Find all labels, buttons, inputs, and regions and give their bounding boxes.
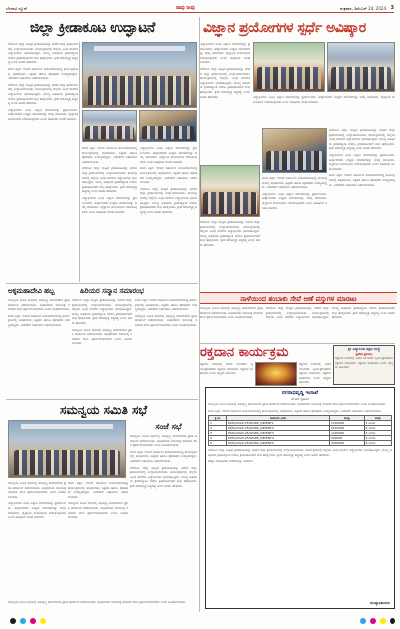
article-text: ಶಾಲಾ ಶಿಕ್ಷಣ ಇಲಾಖೆ ವತಿಯಿಂದ ಆಯೋಜಿಸಲಾಗಿದ್ದ ಕಾರ್ಯಕ್ರಮದಲ್ಲಿ ಅಧಿಕಾರಿಗಳು, ಶಿಕ್ಷಕರು ಹಾಗೂ ಪೋಷಕರು ಉಪಸ್ಥಿತರಿದ್ದರು. ವಿಜೇತರಿಗೆ ಬಹುಮಾನ ವಿತರಿಸಲಾಯಿತು. xyxy=(262,176,327,190)
article-col-8 xyxy=(200,220,260,288)
headline-sanje: ಸಂಜೆ ಸಭೆ xyxy=(155,421,182,431)
article-text: ಬೆಳಗಾವಿ: ಜಿಲ್ಲಾ ಮಟ್ಟದ ಕ್ರೀಡಾಕೂಟವನ್ನು ನಗರದ ಜಿಲ್ಲಾ ಕ್ರೀಡಾಂಗಣದಲ್ಲಿ ಉದ್ಘಾಟಿಸಲಾಯಿತು. ಕಾರ್ಯಕ್ರಮದಲ್ಲಿ ಜಿಲ್ಲೆಯ ವಿವಿಧ ಶಾಲೆಗಳ ವಿದ್ಯಾರ್ಥಿಗಳು ಭಾಗವಹಿಸಿದ್ದರು. ಮುಖ್ಯ ಅತಿಥಿಗಳು ಕ್ರೀಡಾಜ್ಯೋತಿ ಬೆಳಗಿಸಿ ಕ್ರೀಡಾಪಟುಗಳಿಗೆ ಶುಭ ಹಾರೈಸಿದರು. ಕ್ರೀಡೆ ಆರೋಗ್ಯಕ್ಕೆ ಅತ್ಯಗತ್ಯ ಎಂದು ಅವರು ಹೇಳಿದರು. xyxy=(8,42,78,65)
tender-table xyxy=(208,415,392,446)
article-col-13 xyxy=(8,481,66,599)
headline-tobacco-ban: ನಾಳೆಯಿಂದ ತಂಬಾಕು ಸೇವೆ ಅಣೆ ವಸ್ತುಗಳ ಮಾರಾಟ xyxy=(200,292,397,304)
article-text: ಬೆಳಗಾವಿ: ಜಿಲ್ಲಾ ಮಟ್ಟದ ಕ್ರೀಡಾಕೂಟವನ್ನು ನಗರದ ಜಿಲ್ಲಾ ಕ್ರೀಡಾಂಗಣದಲ್ಲಿ ಉದ್ಘಾಟಿಸಲಾಯಿತು. ಕಾರ್ಯಕ್ರಮದಲ್ಲಿ ಜಿಲ್ಲೆಯ ವಿವಿಧ ಶಾಲೆಗಳ ವಿದ್ಯಾರ್ಥಿಗಳು ಭಾಗವಹಿಸಿದ್ದರು. ಮುಖ್ಯ ಅತಿಥಿಗಳು ಕ್ರೀಡಾಜ್ಯೋತಿ ಬೆಳಗಿಸಿ ಕ್ರೀಡಾಪಟುಗಳಿಗೆ ಶುಭ ಹಾರೈಸಿದರು. ಕ್ರೀಡೆ ಆರೋಗ್ಯಕ್ಕೆ ಅತ್ಯಗತ್ಯ ಎಂದು ಅವರು ಹೇಳಿದರು. xyxy=(140,186,197,214)
headline-akkamahadevi: ಅಕ್ಕಮಹಾದೇವಿ ಹಬ್ಬ xyxy=(8,286,55,295)
table-cell: 5 xyxy=(209,441,227,446)
article-text: ಸಮನ್ವಯ ಸಮಿತಿ ಸಭೆಯಲ್ಲಿ ಅಭಿವೃದ್ಧಿ ಕಾಮಗಾರಿಗಳ ಪ್ರಗತಿ ಪರಿಶೀಲನೆ ನಡೆಸಲಾಯಿತು. ಅಧಿಕಾರಿಗಳು ಸಮಯಕ್ಕೆ ಸರಿಯಾಗಿ ಕೆಲಸ ಪೂರ್ಣಗೊಳಿಸಬೇಕು ಎಂದು ಸೂಚಿಸಲಾಯಿತು. xyxy=(130,434,197,448)
article-text: ವಿದ್ಯಾರ್ಥಿಗಳು ವಿವಿಧ ವಿಜ್ಞಾನ ಮಾದರಿಗಳನ್ನು ಪ್ರದರ್ಶಿಸಿದರು. ತೀರ್ಪುಗಾರರು ಉತ್ತಮ ಮಾದರಿಗಳನ್ನು ಆಯ್ಕೆ ಮಾಡಿದರು. ವೈಜ್ಞಾನಿಕ ಮನೋಭಾವ ಬೆಳೆಸಿಕೊಳ್ಳಬೇಕು ಎಂದು ಅತಿಥಿಗಳು ಸಲಹೆ ನೀಡಿದರು. xyxy=(262,191,327,210)
registration-mark xyxy=(380,618,386,624)
article-col-2 xyxy=(82,146,137,282)
article-text: ಶಾಲಾ ಶಿಕ್ಷಣ ಇಲಾಖೆ ವತಿಯಿಂದ ಆಯೋಜಿಸಲಾಗಿದ್ದ ಕಾರ್ಯಕ್ರಮದಲ್ಲಿ ಅಧಿಕಾರಿಗಳು, ಶಿಕ್ಷಕರು ಹಾಗೂ ಪೋಷಕರು ಉಪಸ್ಥಿತರಿದ್ದರು. ವಿಜೇತರಿಗೆ ಬಹುಮಾನ ವಿತರಿಸಲಾಯಿತು. xyxy=(130,449,197,463)
article-text: ಶಾಲಾ ಶಿಕ್ಷಣ ಇಲಾಖೆ ವತಿಯಿಂದ ಆಯೋಜಿಸಲಾಗಿದ್ದ ಕಾರ್ಯಕ್ರಮದಲ್ಲಿ ಅಧಿಕಾರಿಗಳು, ಶಿಕ್ಷಕರು ಹಾಗೂ ಪೋಷಕರು ಉಪಸ್ಥಿತರಿದ್ದರು. ವಿಜೇತರಿಗೆ ಬಹುಮಾನ ವಿತರಿಸಲಾಯಿತು. xyxy=(208,408,382,413)
column-divider xyxy=(79,42,80,282)
photo-science-3 xyxy=(200,165,260,217)
article-text: ಬೆಳಗಾವಿ: ಜಿಲ್ಲಾ ಮಟ್ಟದ ಕ್ರೀಡಾಕೂಟವನ್ನು ನಗರದ ಜಿಲ್ಲಾ ಕ್ರೀಡಾಂಗಣದಲ್ಲಿ ಉದ್ಘಾಟಿಸಲಾಯಿತು. ಕಾರ್ಯಕ್ರಮದಲ್ಲಿ ಜಿಲ್ಲೆಯ ವಿವಿಧ ಶಾಲೆಗಳ ವಿದ್ಯಾರ್ಥಿಗಳು ಭಾಗವಹಿಸಿದ್ದರು. ಮುಖ್ಯ ಅತಿಥಿಗಳು ಕ್ರೀಡಾಜ್ಯೋತಿ ಬೆಳಗಿಸಿ ಕ್ರೀಡಾಪಟುಗಳಿಗೆ ಶುಭ ಹಾರೈಸಿದರು. ಕ್ರೀಡೆ ಆರೋಗ್ಯಕ್ಕೆ ಅತ್ಯಗತ್ಯ ಎಂದು ಅವರು ಹೇಳಿದರು. xyxy=(130,465,197,488)
table-cell: 3 ತಿಂಗಳು xyxy=(364,421,391,426)
article-text: ಬೆಳಗಾವಿ: ಜಿಲ್ಲಾ ಮಟ್ಟದ ಕ್ರೀಡಾಕೂಟವನ್ನು ನಗರದ ಜಿಲ್ಲಾ ಕ್ರೀಡಾಂಗಣದಲ್ಲಿ ಉದ್ಘಾಟಿಸಲಾಯಿತು. ಕಾರ್ಯಕ್ರಮದಲ್ಲಿ ಜಿಲ್ಲೆಯ ವಿವಿಧ ಶಾಲೆಗಳ ವಿದ್ಯಾರ್ಥಿಗಳು ಭಾಗವಹಿಸಿದ್ದರು. ಮುಖ್ಯ ಅತಿಥಿಗಳು ಕ್ರೀಡಾಜ್ಯೋತಿ ಬೆಳಗಿಸಿ ಕ್ರೀಡಾಪಟುಗಳಿಗೆ ಶುಭ ಹಾರೈಸಿದರು. ಕ್ರೀಡೆ ಆರೋಗ್ಯಕ್ಕೆ ಅತ್ಯಗತ್ಯ ಎಂದು ಅವರು ಹೇಳಿದರು. xyxy=(200,66,250,99)
headline-samanvaya: ಸಮನ್ವಯ ಸಮಿತಿ ಸಭೆ xyxy=(60,403,148,417)
table-cell: 4 xyxy=(209,436,227,441)
page-number: 3 xyxy=(390,5,394,11)
table-cell: DMA/2024-25/WORK_INDENT4 xyxy=(227,436,330,441)
article-text: ವಿದ್ಯಾರ್ಥಿಗಳು ವಿವಿಧ ವಿಜ್ಞಾನ ಮಾದರಿಗಳನ್ನು ಪ್ರದರ್ಶಿಸಿದರು. ತೀರ್ಪುಗಾರರು ಉತ್ತಮ ಮಾದರಿಗಳನ್ನು ಆಯ್ಕೆ ಮಾಡಿದರು. ವೈಜ್ಞಾನಿಕ ಮನೋಭಾವ ಬೆಳೆಸಿಕೊಳ್ಳಬೇಕು ಎಂದು ಅತಿಥಿಗಳು ಸಲಹೆ ನೀಡಿದರು. xyxy=(82,195,137,214)
notice-title: ನಗರಾಭಿವೃದ್ಧಿ ಇಲಾಖೆ xyxy=(281,390,319,396)
article-col-12 xyxy=(130,434,197,584)
section-divider xyxy=(6,399,198,400)
article-text: ಸಮನ್ವಯ ಸಮಿತಿ ಸಭೆಯಲ್ಲಿ ಅಭಿವೃದ್ಧಿ ಕಾಮಗಾರಿಗಳ ಪ್ರಗತಿ ಪರಿಶೀಲನೆ ನಡೆಸಲಾಯಿತು. ಅಧಿಕಾರಿಗಳು ಸಮಯಕ್ಕೆ ಸರಿಯಾಗಿ ಕೆಲಸ ಪೂರ್ಣಗೊಳಿಸಬೇಕು ಎಂದು ಸೂಚಿಸಲಾಯಿತು. xyxy=(68,501,128,520)
table-cell: 2 ತಿಂಗಳು xyxy=(364,436,391,441)
article-col-11 xyxy=(135,298,197,398)
table-cell: DMA/2024-25/WORK_INDENT1 xyxy=(227,421,330,426)
table-header: ಕಾಮಗಾರಿ ವಿವರ xyxy=(227,416,330,421)
article-text: ಬೆಳಗಾವಿ: ಜಿಲ್ಲಾ ಮಟ್ಟದ ಕ್ರೀಡಾಕೂಟವನ್ನು ನಗರದ ಜಿಲ್ಲಾ ಕ್ರೀಡಾಂಗಣದಲ್ಲಿ ಉದ್ಘಾಟಿಸಲಾಯಿತು. ಕಾರ್ಯಕ್ರಮದಲ್ಲಿ ಜಿಲ್ಲೆಯ ವಿವಿಧ ಶಾಲೆಗಳ ವಿದ್ಯಾರ್ಥಿಗಳು ಭಾಗವಹಿಸಿದ್ದರು. ಮುಖ್ಯ ಅತಿಥಿಗಳು ಕ್ರೀಡಾಜ್ಯೋತಿ ಬೆಳಗಿಸಿ ಕ್ರೀಡಾಪಟುಗಳಿಗೆ ಶುಭ ಹಾರೈಸಿದರು. ಕ್ರೀಡೆ ಆರೋಗ್ಯಕ್ಕೆ ಅತ್ಯಗತ್ಯ ಎಂದು ಅವರು ಹೇಳಿದರು. xyxy=(200,220,260,247)
article-text: ಶಾಲಾ ಶಿಕ್ಷಣ ಇಲಾಖೆ ವತಿಯಿಂದ ಆಯೋಜಿಸಲಾಗಿದ್ದ ಕಾರ್ಯಕ್ರಮದಲ್ಲಿ ಅಧಿಕಾರಿಗಳು, ಶಿಕ್ಷಕರು ಹಾಗೂ ಪೋಷಕರು ಉಪಸ್ಥಿತರಿದ್ದರು. ವಿಜೇತರಿಗೆ ಬಹುಮಾನ ವಿತರಿಸಲಾಯಿತು. xyxy=(82,146,137,164)
table-cell: DMA/2024-25/WORK_INDENT3 xyxy=(227,431,330,436)
ad-title: ಶ್ರೀ ವಿದ್ಯಾಲಯ ಶಿಕ್ಷಣ ಸಂಸ್ಥೆ xyxy=(348,347,380,351)
school-ad xyxy=(333,345,395,385)
masthead xyxy=(6,4,394,13)
table-header: ಕ್ರ.ಸಂ xyxy=(209,416,227,421)
article-col-17 xyxy=(299,362,331,386)
article-tobacco xyxy=(200,306,395,343)
article-text: ವಿದ್ಯಾರ್ಥಿಗಳು ವಿವಿಧ ವಿಜ್ಞಾನ ಮಾದರಿಗಳನ್ನು ಪ್ರದರ್ಶಿಸಿದರು. ತೀರ್ಪುಗಾರರು ಉತ್ತಮ ಮಾದರಿಗಳನ್ನು ಆಯ್ಕೆ ಮಾಡಿದರು. ವೈಜ್ಞಾನಿಕ ಮನೋಭಾವ ಬೆಳೆಸಿಕೊಳ್ಳಬೇಕು ಎಂದು ಅತಿಥಿಗಳು ಸಲಹೆ ನೀಡಿದರು. xyxy=(200,42,250,65)
notice-subtitle: ಟೆಂಡರ್ ಪ್ರಕಟಣೆ xyxy=(291,397,309,401)
article-text: ಸಮನ್ವಯ ಸಮಿತಿ ಸಭೆಯಲ್ಲಿ ಅಭಿವೃದ್ಧಿ ಕಾಮಗಾರಿಗಳ ಪ್ರಗತಿ ಪರಿಶೀಲನೆ ನಡೆಸಲಾಯಿತು. ಅಧಿಕಾರಿಗಳು ಸಮಯಕ್ಕೆ ಸರಿಯಾಗಿ ಕೆಲಸ ಪೂರ್ಣಗೊಳಿಸಬೇಕು ಎಂದು ಸೂಚಿಸಲಾಯಿತು. xyxy=(200,306,263,320)
article-text: ಶಾಲಾ ಶಿಕ್ಷಣ ಇಲಾಖೆ ವತಿಯಿಂದ ಆಯೋಜಿಸಲಾಗಿದ್ದ ಕಾರ್ಯಕ್ರಮದಲ್ಲಿ ಅಧಿಕಾರಿಗಳು, ಶಿಕ್ಷಕರು ಹಾಗೂ ಪೋಷಕರು ಉಪಸ್ಥಿತರಿದ್ದರು. ವಿಜೇತರಿಗೆ ಬಹುಮಾನ ವಿತರಿಸಲಾಯಿತು. xyxy=(8,313,70,327)
ad-line: ಪ್ರವೇಶ ಪ್ರಾರಂಭ xyxy=(355,351,373,356)
article-col-16 xyxy=(200,362,253,386)
registration-mark xyxy=(360,618,366,624)
registration-mark xyxy=(40,618,46,624)
photo-sports-3 xyxy=(139,110,197,142)
table-cell: 6 ತಿಂಗಳು xyxy=(364,426,391,431)
headline-blood-donation: ರಕ್ತದಾನ ಕಾರ್ಯಕ್ರಮ xyxy=(200,345,289,360)
article-text: ವಿದ್ಯಾರ್ಥಿಗಳು ವಿವಿಧ ವಿಜ್ಞಾನ ಮಾದರಿಗಳನ್ನು ಪ್ರದರ್ಶಿಸಿದರು. ತೀರ್ಪುಗಾರರು ಉತ್ತಮ ಮಾದರಿಗಳನ್ನು ಆಯ್ಕೆ ಮಾಡಿದರು. ವೈಜ್ಞಾನಿಕ ಮನೋಭಾವ ಬೆಳೆಸಿಕೊಳ್ಳಬೇಕು ಎಂದು ಅತಿಥಿಗಳು ಸಲಹೆ ನೀಡಿದರು. xyxy=(8,107,78,121)
article-text: ಸಮನ್ವಯ ಸಮಿತಿ ಸಭೆಯಲ್ಲಿ ಅಭಿವೃದ್ಧಿ ಕಾಮಗಾರಿಗಳ ಪ್ರಗತಿ ಪರಿಶೀಲನೆ ನಡೆಸಲಾಯಿತು. ಅಧಿಕಾರಿಗಳು ಸಮಯಕ್ಕೆ ಸರಿಯಾಗಿ ಕೆಲಸ ಪೂರ್ಣಗೊಳಿಸಬೇಕು ಎಂದು ಸೂಚಿಸಲಾಯಿತು. xyxy=(8,481,66,499)
photo-deity xyxy=(255,362,297,386)
article-text: ಶಾಲಾ ಶಿಕ್ಷಣ ಇಲಾಖೆ ವತಿಯಿಂದ ಆಯೋಜಿಸಲಾಗಿದ್ದ ಕಾರ್ಯಕ್ರಮದಲ್ಲಿ ಅಧಿಕಾರಿಗಳು, ಶಿಕ್ಷಕರು ಹಾಗೂ ಪೋಷಕರು ಉಪಸ್ಥಿತರಿದ್ದರು. ವಿಜೇತರಿಗೆ ಬಹುಮಾನ ವಿತರಿಸಲಾಯಿತು. xyxy=(140,166,197,185)
article-col-15 xyxy=(8,600,198,612)
masthead-date: ಶುಕ್ರವಾರ, ಡಿಸೆಂಬರ್ 24, 2024 xyxy=(340,6,386,11)
headline-honour: ಹಿರಿಯರ ಸನ್ಮಾನ ಸಮಾರಂಭ xyxy=(80,286,144,295)
notice-signature: ಮುಖ್ಯಾಧಿಕಾರಿಗಳು xyxy=(370,601,390,605)
article-text: ಬೆಳಗಾವಿ: ಜಿಲ್ಲಾ ಮಟ್ಟದ ಕ್ರೀಡಾಕೂಟವನ್ನು ನಗರದ ಜಿಲ್ಲಾ ಕ್ರೀಡಾಂಗಣದಲ್ಲಿ ಉದ್ಘಾಟಿಸಲಾಯಿತು. ಕಾರ್ಯಕ್ರಮದಲ್ಲಿ ಜಿಲ್ಲೆಯ ವಿವಿಧ ಶಾಲೆಗಳ ವಿದ್ಯಾರ್ಥಿಗಳು ಭಾಗವಹಿಸಿದ್ದರು. ಮುಖ್ಯ ಅತಿಥಿಗಳು ಕ್ರೀಡಾಜ್ಯೋತಿ ಬೆಳಗಿಸಿ ಕ್ರೀಡಾಪಟುಗಳಿಗೆ ಶುಭ ಹಾರೈಸಿದರು. ಕ್ರೀಡೆ ಆರೋಗ್ಯಕ್ಕೆ ಅತ್ಯಗತ್ಯ ಎಂದು ಅವರು ಹೇಳಿದರು. xyxy=(82,166,137,194)
table-cell: 2500000 xyxy=(329,426,364,431)
section-divider xyxy=(200,343,395,344)
tender-notice xyxy=(205,387,395,609)
article-text: ರಕ್ತದಾನ ಶಿಬಿರದಲ್ಲಿ ಅನೇಕ ಯುವಕರು ಸ್ವಯಂಪ್ರೇರಿತರಾಗಿ ರಕ್ತದಾನ ಮಾಡಿದರು. ರಕ್ತದಾನ ಮಹಾದಾನ ಎಂದು ವೈದ್ಯರು ತಿಳಿಸಿದರು. xyxy=(200,362,253,376)
article-text: ಬೆಳಗಾವಿ: ಜಿಲ್ಲಾ ಮಟ್ಟದ ಕ್ರೀಡಾಕೂಟವನ್ನು ನಗರದ ಜಿಲ್ಲಾ ಕ್ರೀಡಾಂಗಣದಲ್ಲಿ ಉದ್ಘಾಟಿಸಲಾಯಿತು. ಕಾರ್ಯಕ್ರಮದಲ್ಲಿ ಜಿಲ್ಲೆಯ ವಿವಿಧ ಶಾಲೆಗಳ ವಿದ್ಯಾರ್ಥಿಗಳು ಭಾಗವಹಿಸಿದ್ದರು. ಮುಖ್ಯ ಅತಿಥಿಗಳು ಕ್ರೀಡಾಜ್ಯೋತಿ ಬೆಳಗಿಸಿ ಕ್ರೀಡಾಪಟುಗಳಿಗೆ ಶುಭ ಹಾರೈಸಿದರು. ಕ್ರೀಡೆ ಆರೋಗ್ಯಕ್ಕೆ ಅತ್ಯಗತ್ಯ ಎಂದು ಅವರು ಹೇಳಿದರು. xyxy=(72,298,132,325)
headline-sports: ಜಿಲ್ಲಾ ಕ್ರೀಡಾಕೂಟ ಉದ್ಘಾಟನೆ xyxy=(30,20,155,36)
article-text: ಬೆಳಗಾವಿ: ಜಿಲ್ಲಾ ಮಟ್ಟದ ಕ್ರೀಡಾಕೂಟವನ್ನು ನಗರದ ಜಿಲ್ಲಾ ಕ್ರೀಡಾಂಗಣದಲ್ಲಿ ಉದ್ಘಾಟಿಸಲಾಯಿತು. ಕಾರ್ಯಕ್ರಮದಲ್ಲಿ ಜಿಲ್ಲೆಯ ವಿವಿಧ ಶಾಲೆಗಳ ವಿದ್ಯಾರ್ಥಿಗಳು ಭಾಗವಹಿಸಿದ್ದರು. ಮುಖ್ಯ ಅತಿಥಿಗಳು ಕ್ರೀಡಾಜ್ಯೋತಿ ಬೆಳಗಿಸಿ ಕ್ರೀಡಾಪಟುಗಳಿಗೆ ಶುಭ ಹಾರೈಸಿದರು. ಕ್ರೀಡೆ ಆರೋಗ್ಯಕ್ಕೆ ಅತ್ಯಗತ್ಯ ಎಂದು ಅವರು ಹೇಳಿದರು. xyxy=(329,128,395,151)
section-divider xyxy=(6,283,198,284)
article-text: ಶಾಲಾ ಶಿಕ್ಷಣ ಇಲಾಖೆ ವತಿಯಿಂದ ಆಯೋಜಿಸಲಾಗಿದ್ದ ಕಾರ್ಯಕ್ರಮದಲ್ಲಿ ಅಧಿಕಾರಿಗಳು, ಶಿಕ್ಷಕರು ಹಾಗೂ ಪೋಷಕರು ಉಪಸ್ಥಿತರಿದ್ದರು. ವಿಜೇತರಿಗೆ ಬಹುಮಾನ ವಿತರಿಸಲಾಯಿತು. xyxy=(135,298,197,312)
table-header: ಮೊತ್ತ xyxy=(329,416,364,421)
table-cell: DMA/2024-25/WORK_INDENT5 xyxy=(227,441,330,446)
photo-science-1 xyxy=(253,42,325,92)
article-text: ವಿದ್ಯಾರ್ಥಿಗಳು ವಿವಿಧ ವಿಜ್ಞಾನ ಮಾದರಿಗಳನ್ನು ಪ್ರದರ್ಶಿಸಿದರು. ತೀರ್ಪುಗಾರರು ಉತ್ತಮ ಮಾದರಿಗಳನ್ನು ಆಯ್ಕೆ ಮಾಡಿದರು. ವೈಜ್ಞಾನಿಕ ಮನೋಭಾವ ಬೆಳೆಸಿಕೊಳ್ಳಬೇಕು ಎಂದು ಅತಿಥಿಗಳು ಸಲಹೆ ನೀಡಿದರು. xyxy=(8,501,66,520)
table-cell: 1200000 xyxy=(329,431,364,436)
notice-intro xyxy=(208,402,392,413)
article-text: ರಕ್ತದಾನ ಶಿಬಿರದಲ್ಲಿ ಅನೇಕ ಯುವಕರು ಸ್ವಯಂಪ್ರೇರಿತರಾಗಿ ರಕ್ತದಾನ ಮಾಡಿದರು. ರಕ್ತದಾನ ಮಹಾದಾನ ಎಂದು ವೈದ್ಯರು ತಿಳಿಸಿದರು. xyxy=(299,362,331,385)
article-text: ಬೆಳಗಾವಿ: ಜಿಲ್ಲಾ ಮಟ್ಟದ ಕ್ರೀಡಾಕೂಟವನ್ನು ನಗರದ ಜಿಲ್ಲಾ ಕ್ರೀಡಾಂಗಣದಲ್ಲಿ ಉದ್ಘಾಟಿಸಲಾಯಿತು. ಕಾರ್ಯಕ್ರಮದಲ್ಲಿ ಜಿಲ್ಲೆಯ ವಿವಿಧ ಶಾಲೆಗಳ ವಿದ್ಯಾರ್ಥಿಗಳು ಭಾಗವಹಿಸಿದ್ದರು. ಮುಖ್ಯ ಅತಿಥಿಗಳು ಕ್ರೀಡಾಜ್ಯೋತಿ ಬೆಳಗಿಸಿ ಕ್ರೀಡಾಪಟುಗಳಿಗೆ ಶುಭ ಹಾರೈಸಿದರು. ಕ್ರೀಡೆ ಆರೋಗ್ಯಕ್ಕೆ ಅತ್ಯಗತ್ಯ ಎಂದು ಅವರು ಹೇಳಿದರು. xyxy=(8,82,78,106)
article-text: ಶಾಲಾ ಶಿಕ್ಷಣ ಇಲಾಖೆ ವತಿಯಿಂದ ಆಯೋಜಿಸಲಾಗಿದ್ದ ಕಾರ್ಯಕ್ರಮದಲ್ಲಿ ಅಧಿಕಾರಿಗಳು, ಶಿಕ್ಷಕರು ಹಾಗೂ ಪೋಷಕರು ಉಪಸ್ಥಿತರಿದ್ದರು. ವಿಜೇತರಿಗೆ ಬಹುಮಾನ ವಿತರಿಸಲಾಯಿತು. xyxy=(8,66,78,81)
article-col-7 xyxy=(262,176,327,288)
registration-mark xyxy=(390,618,395,624)
article-col-5 xyxy=(253,95,395,125)
article-text: ಶಾಲಾ ಶಿಕ್ಷಣ ಇಲಾಖೆ ವತಿಯಿಂದ ಆಯೋಜಿಸಲಾಗಿದ್ದ ಕಾರ್ಯಕ್ರಮದಲ್ಲಿ ಅಧಿಕಾರಿಗಳು, ಶಿಕ್ಷಕರು ಹಾಗೂ ಪೋಷಕರು ಉಪಸ್ಥಿತರಿದ್ದರು. ವಿಜೇತರಿಗೆ ಬಹುಮಾನ ವಿತರಿಸಲಾಯಿತು. xyxy=(329,173,395,187)
article-text: ಬೆಳಗಾವಿ: ಜಿಲ್ಲಾ ಮಟ್ಟದ ಕ್ರೀಡಾಕೂಟವನ್ನು ನಗರದ ಜಿಲ್ಲಾ ಕ್ರೀಡಾಂಗಣದಲ್ಲಿ ಉದ್ಘಾಟಿಸಲಾಯಿತು. ಕಾರ್ಯಕ್ರಮದಲ್ಲಿ ಜಿಲ್ಲೆಯ ವಿವಿಧ ಶಾಲೆಗಳ ವಿದ್ಯಾರ್ಥಿಗಳು ಭಾಗವಹಿಸಿದ್ದರು. ಮುಖ್ಯ ಅತಿಥಿಗಳು ಕ್ರೀಡಾಜ್ಯೋತಿ ಬೆಳಗಿಸಿ ಕ್ರೀಡಾಪಟುಗಳಿಗೆ ಶುಭ ಹಾರೈಸಿದರು. ಕ್ರೀಡೆ ಆರೋಗ್ಯಕ್ಕೆ ಅತ್ಯಗತ್ಯ ಎಂದು ಅವರು ಹೇಳಿದರು. xyxy=(266,306,395,320)
ad-text: ರಕ್ತದಾನ ಶಿಬಿರದಲ್ಲಿ ಅನೇಕ ಯುವಕರು ಸ್ವಯಂಪ್ರೇರಿತರಾಗಿ ರಕ್ತದಾನ ಮಾಡಿದರು. ರಕ್ತದಾನ ಮಹಾದಾನ ಎಂದು ವೈದ್ಯರು ತಿಳಿಸಿದರು. xyxy=(335,356,393,370)
article-text: ಸಮನ್ವಯ ಸಮಿತಿ ಸಭೆಯಲ್ಲಿ ಅಭಿವೃದ್ಧಿ ಕಾಮಗಾರಿಗಳ ಪ್ರಗತಿ ಪರಿಶೀಲನೆ ನಡೆಸಲಾಯಿತು. ಅಧಿಕಾರಿಗಳು ಸಮಯಕ್ಕೆ ಸರಿಯಾಗಿ ಕೆಲಸ ಪೂರ್ಣಗೊಳಿಸಬೇಕು ಎಂದು ಸೂಚಿಸಲಾಯಿತು. xyxy=(8,298,70,312)
article-col-3 xyxy=(140,146,197,282)
photo-science-4 xyxy=(262,128,327,173)
photo-sports-2 xyxy=(82,110,137,142)
registration-mark xyxy=(20,618,26,624)
article-text: ವಿದ್ಯಾರ್ಥಿಗಳು ವಿವಿಧ ವಿಜ್ಞಾನ ಮಾದರಿಗಳನ್ನು ಪ್ರದರ್ಶಿಸಿದರು. ತೀರ್ಪುಗಾರರು ಉತ್ತಮ ಮಾದರಿಗಳನ್ನು ಆಯ್ಕೆ ಮಾಡಿದರು. ವೈಜ್ಞಾನಿಕ ಮನೋಭಾವ ಬೆಳೆಸಿಕೊಳ್ಳಬೇಕು ಎಂದು ಅತಿಥಿಗಳು ಸಲಹೆ ನೀಡಿದರು. xyxy=(329,152,395,171)
article-text: ವಿದ್ಯಾರ್ಥಿಗಳು ವಿವಿಧ ವಿಜ್ಞಾನ ಮಾದರಿಗಳನ್ನು ಪ್ರದರ್ಶಿಸಿದರು. ತೀರ್ಪುಗಾರರು ಉತ್ತಮ ಮಾದರಿಗಳನ್ನು ಆಯ್ಕೆ ಮಾಡಿದರು. ವೈಜ್ಞಾನಿಕ ಮನೋಭಾವ ಬೆಳೆಸಿಕೊಳ್ಳಬೇಕು ಎಂದು ಅತಿಥಿಗಳು ಸಲಹೆ ನೀಡಿದರು. xyxy=(253,95,395,104)
table-cell: 1500000 xyxy=(329,421,364,426)
photo-meeting xyxy=(8,420,126,478)
table-row xyxy=(209,441,392,446)
table-cell: 2 xyxy=(209,426,227,431)
table-cell: 900000 xyxy=(329,436,364,441)
article-col-10 xyxy=(72,298,132,398)
article-col-1 xyxy=(8,42,78,282)
article-text: ವಿದ್ಯಾರ್ಥಿಗಳು ವಿವಿಧ ವಿಜ್ಞಾನ ಮಾದರಿಗಳನ್ನು ಪ್ರದರ್ಶಿಸಿದರು. ತೀರ್ಪುಗಾರರು ಉತ್ತಮ ಮಾದರಿಗಳನ್ನು ಆಯ್ಕೆ ಮಾಡಿದರು. ವೈಜ್ಞಾನಿಕ ಮನೋಭಾವ ಬೆಳೆಸಿಕೊಳ್ಳಬೇಕು ಎಂದು ಅತಿಥಿಗಳು ಸಲಹೆ ನೀಡಿದರು. xyxy=(140,146,197,164)
article-col-14 xyxy=(68,481,128,599)
article-col-6 xyxy=(329,128,395,288)
article-col-9 xyxy=(8,298,70,398)
table-header: ಅವಧಿ xyxy=(364,416,391,421)
article-col-4 xyxy=(200,42,250,162)
registration-mark xyxy=(30,618,36,624)
table-cell: 3 ತಿಂಗಳು xyxy=(364,431,391,436)
print-registration-strip xyxy=(0,614,400,629)
article-text: ಸಮನ್ವಯ ಸಮಿತಿ ಸಭೆಯಲ್ಲಿ ಅಭಿವೃದ್ಧಿ ಕಾಮಗಾರಿಗಳ ಪ್ರಗತಿ ಪರಿಶೀಲನೆ ನಡೆಸಲಾಯಿತು. ಅಧಿಕಾರಿಗಳು ಸಮಯಕ್ಕೆ ಸರಿಯಾಗಿ ಕೆಲಸ ಪೂರ್ಣಗೊಳಿಸಬೇಕು ಎಂದು ಸೂಚಿಸಲಾಯಿತು. xyxy=(208,402,386,406)
photo-science-2 xyxy=(327,42,395,92)
table-cell: 6 ತಿಂಗಳು xyxy=(364,441,391,446)
table-cell: 1 xyxy=(209,421,227,426)
notice-body xyxy=(208,448,392,464)
masthead-left: ಬೆಳಗಾವಿ ನ್ಯೂಸ್ xyxy=(6,6,28,11)
registration-mark xyxy=(10,618,16,624)
article-text: ಬೆಳಗಾವಿ: ಜಿಲ್ಲಾ ಮಟ್ಟದ ಕ್ರೀಡಾಕೂಟವನ್ನು ನಗರದ ಜಿಲ್ಲಾ ಕ್ರೀಡಾಂಗಣದಲ್ಲಿ ಉದ್ಘಾಟಿಸಲಾಯಿತು. ಕಾರ್ಯಕ್ರಮದಲ್ಲಿ ಜಿಲ್ಲೆಯ ವಿವಿಧ ಶಾಲೆಗಳ ವಿದ್ಯಾರ್ಥಿಗಳು ಭಾಗವಹಿಸಿದ್ದರು. ಮುಖ್ಯ ಅತಿಥಿಗಳು ಕ್ರೀಡಾಜ್ಯೋತಿ ಬೆಳಗಿಸಿ ಕ್ರೀಡಾಪಟುಗಳಿಗೆ ಶುಭ ಹಾರೈಸಿದರು. ಕ್ರೀಡೆ ಆರೋಗ್ಯಕ್ಕೆ ಅತ್ಯಗತ್ಯ ಎಂದು ಅವರು ಹೇಳಿದರು. xyxy=(208,448,392,457)
article-text: ಹೆಚ್ಚಿನ ಮಾಹಿತಿಗಾಗಿ ಕಚೇರಿಯನ್ನು ಸಂಪರ್ಕಿಸಿ xyxy=(208,459,254,464)
table-cell: 3 xyxy=(209,431,227,436)
article-text: ಸಮನ್ವಯ ಸಮಿತಿ ಸಭೆಯಲ್ಲಿ ಅಭಿವೃದ್ಧಿ ಕಾಮಗಾರಿಗಳ ಪ್ರಗತಿ ಪರಿಶೀಲನೆ ನಡೆಸಲಾಯಿತು. ಅಧಿಕಾರಿಗಳು ಸಮಯಕ್ಕೆ ಸರಿಯಾಗಿ ಕೆಲಸ ಪೂರ್ಣಗೊಳಿಸಬೇಕು ಎಂದು ಸೂಚಿಸಲಾಯಿತು. xyxy=(72,327,132,346)
photo-sports-crowd xyxy=(82,42,197,108)
registration-mark xyxy=(370,618,376,624)
table-cell: DMA/2024-25/WORK_INDENT2 xyxy=(227,426,330,431)
article-text: ಶಾಲಾ ಶಿಕ್ಷಣ ಇಲಾಖೆ ವತಿಯಿಂದ ಆಯೋಜಿಸಲಾಗಿದ್ದ ಕಾರ್ಯಕ್ರಮದಲ್ಲಿ ಅಧಿಕಾರಿಗಳು, ಶಿಕ್ಷಕರು ಹಾಗೂ ಪೋಷಕರು ಉಪಸ್ಥಿತರಿದ್ದರು. ವಿಜೇತರಿಗೆ ಬಹುಮಾನ ವಿತರಿಸಲಾಯಿತು. xyxy=(68,481,128,499)
masthead-logo: ನಾವು ನೀವು xyxy=(176,5,195,11)
table-cell: 3200000 xyxy=(329,441,364,446)
article-text: ಸಮನ್ವಯ ಸಮಿತಿ ಸಭೆಯಲ್ಲಿ ಅಭಿವೃದ್ಧಿ ಕಾಮಗಾರಿಗಳ ಪ್ರಗತಿ ಪರಿಶೀಲನೆ ನಡೆಸಲಾಯಿತು. ಅಧಿಕಾರಿಗಳು ಸಮಯಕ್ಕೆ ಸರಿಯಾಗಿ ಕೆಲಸ ಪೂರ್ಣಗೊಳಿಸಬೇಕು ಎಂದು ಸೂಚಿಸಲಾಯಿತು. xyxy=(8,600,186,604)
headline-science: ವಿಜ್ಞಾನ ಪ್ರಯೋಗಗಳ ಸ್ಪರ್ಧೆ ಅವಿಷ್ಕಾರ xyxy=(203,20,366,36)
article-text: ಸಮನ್ವಯ ಸಮಿತಿ ಸಭೆಯಲ್ಲಿ ಅಭಿವೃದ್ಧಿ ಕಾಮಗಾರಿಗಳ ಪ್ರಗತಿ ಪರಿಶೀಲನೆ ನಡೆಸಲಾಯಿತು. ಅಧಿಕಾರಿಗಳು ಸಮಯಕ್ಕೆ ಸರಿಯಾಗಿ ಕೆಲಸ ಪೂರ್ಣಗೊಳಿಸಬೇಕು ಎಂದು ಸೂಚಿಸಲಾಯಿತು. xyxy=(135,313,197,327)
column-divider xyxy=(199,17,200,612)
